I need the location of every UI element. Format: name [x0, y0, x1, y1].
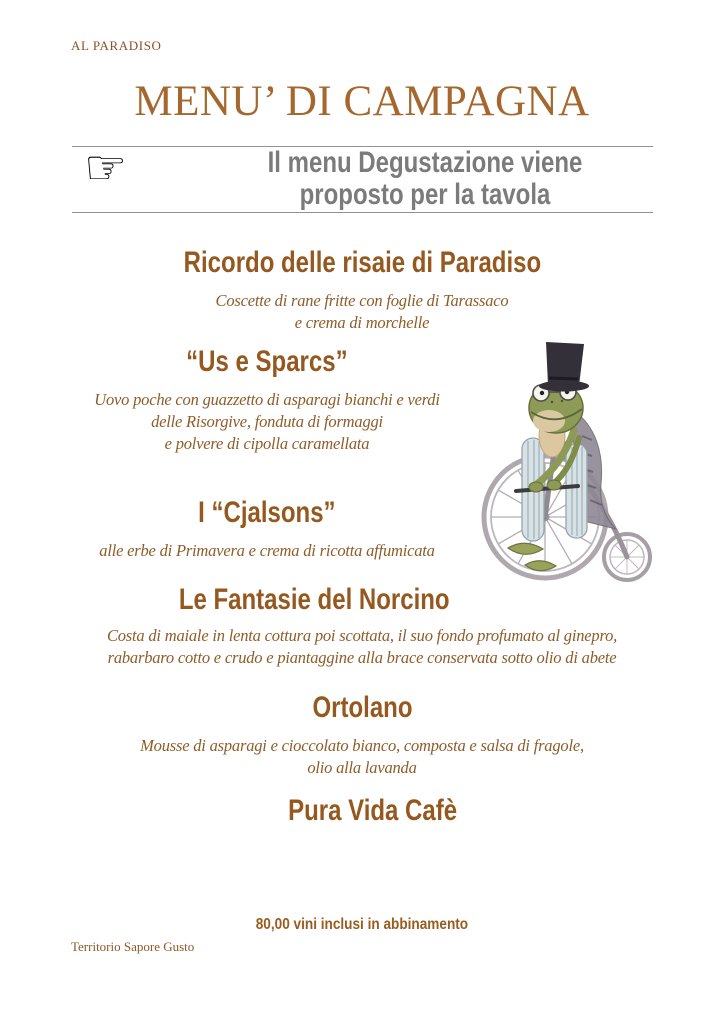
description-line: Coscette di rane fritte con foglie di Tarassaco: [215, 291, 509, 310]
course-section-ortolano: [0, 693, 724, 779]
description-line: e polvere di cipolla caramellata: [164, 434, 370, 453]
course-section-ricordo: [0, 248, 724, 334]
course-title: Ricordo delle risaie di Paradiso: [183, 246, 541, 279]
course-description: [0, 735, 724, 779]
course-section-fantasie-title: [0, 585, 628, 620]
tasting-menu-note-line: Il menu Degustazione viene: [267, 146, 583, 179]
tasting-menu-note-line: proposto per la tavola: [299, 178, 551, 211]
course-section-us-e-sparcs: [0, 347, 534, 455]
frog-penny-farthing-illustration: [478, 336, 663, 588]
course-description: [0, 625, 724, 669]
pointing-hand-icon: ☞: [84, 140, 128, 196]
price-note: 80,00 vini inclusi in abbinamento: [255, 916, 469, 933]
description-line: Costa di maiale in lenta cottura poi scottata, il suo fondo profumato al ginepro,: [106, 626, 618, 645]
course-description: [0, 389, 534, 455]
divider-bottom: [72, 212, 653, 213]
course-title: Le Fantasie del Norcino: [178, 583, 450, 616]
course-section-cjalsons: [0, 498, 534, 562]
description-line: rabarbaro cotto e crudo e piantaggine alla brace conservata sotto olio di abete: [107, 648, 617, 667]
course-section-pura-vida-cafe: [11, 796, 724, 831]
course-title: “Us e Sparcs”: [186, 345, 348, 378]
footer-tagline: Territorio Sapore Gusto: [71, 939, 195, 954]
description-line: delle Risorgive, fonduta di formaggi: [151, 412, 383, 431]
description-line: Uovo poche con guazzetto di asparagi bianchi e verdi: [94, 390, 440, 409]
description-line: Mousse di asparagi e cioccolato bianco, composta e salsa di fragole,: [140, 736, 584, 755]
course-title: I “Cjalsons”: [198, 496, 336, 529]
description-line: e crema di morchelle: [294, 313, 430, 332]
tasting-menu-note: [195, 147, 655, 211]
course-title: Pura Vida Cafè: [288, 794, 458, 827]
course-description: [0, 290, 724, 334]
menu-title: MENU’ DI CAMPAGNA: [134, 78, 590, 125]
course-title: Ortolano: [312, 691, 412, 724]
restaurant-name: AL PARADISO: [71, 38, 162, 53]
course-description: [0, 540, 534, 562]
course-section-fantasie-description: [0, 618, 724, 669]
description-line: olio alla lavanda: [307, 758, 417, 777]
description-line: alle erbe di Primavera e crema di ricotta affumicata: [99, 541, 435, 560]
